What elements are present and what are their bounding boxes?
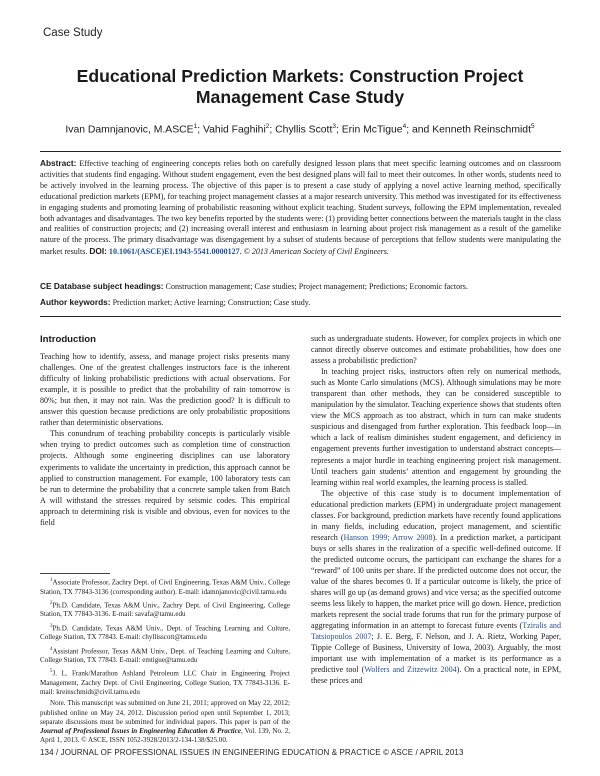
footnote-text: Ph.D. Candidate, Texas A&M Univ., Dept. of Teaching Learning and Culture, College Station, TX 77843. E-mail: chyllisscott@tamu.edu	[40, 624, 290, 642]
author-name: Erin McTigue	[341, 124, 403, 136]
author-separator: ;	[197, 124, 203, 136]
paragraph-text: ; J. E. Berg, F. Nelson, and J. A. Rietz, Working Paper, Tippie College of Business, University of Iowa, 2003). Arguably, the most important use with implementation of a market is its performance as a predictive tool (	[311, 632, 561, 675]
doi-link[interactable]: 10.1061/(ASCE)EI.1943-5541.0000127.	[108, 247, 242, 257]
body-paragraph: In teaching project risks, instructors often rely on numerical methods, such as Monte Carlo simulations (MCS). Although simulations may be more transparent than other methods, they can be considered susceptible to manipulation by the simulator. Teaching experience shows that students often view the MCS approach as too abstract, which in turn can make students suspicious and disengaged from further exploration. This feedback loop—in which a lack of realism diminishes student engagement, and deficiency in engagement prevents further investigation to understand abstract concepts—represents a major hurdle in teaching engineering project risk management. Until teachers gain students’ attention and engagement by grounding the learning within real world examples, the learning process is stalled.	[311, 367, 561, 487]
footnote	[40, 576, 290, 597]
abstract	[40, 158, 561, 258]
paragraph-text: ). In a prediction market, a participant buys or sells shares in the realization of a specific well-defined outcome. If the predicted outcome occurs, the participant can exchange the shares for a “reward” of 100 units per share. If the predicted outcome does not occur, the value of the shares becomes 0. If a particular outcome is likely, the price of shares will go up (as demand grows) and vice versa; as the specified outcome seems less likely to happen, the market price will go down. Hence, prediction markets represent the social trade forums that run for the primary purpose of aggregating information in an attempt to forecast future events (	[311, 532, 561, 631]
footnote-marker: 1	[50, 578, 53, 583]
footnote	[40, 622, 290, 643]
note-text: Note. This manuscript was submitted on June 21, 2011; approved on May 22, 2012; published online on May 24, 2012. Discussion period open until September 1, 2013; separate discussions must be submitted for individual papers. This paper is part of the	[40, 699, 290, 726]
paragraph-text: ). On a practical note, in EPM, these prices and	[311, 665, 561, 686]
subject-headings	[40, 281, 561, 293]
citation-link[interactable]: Hanson 1999; Arrow 2008	[343, 532, 433, 542]
footnote-text: Associate Professor, Zachry Dept. of Civil Engineering, Texas A&M Univ., College Station, TX 77843-3136 (corresponding author). E-mail: idamnjanovic@civil.tamu.edu	[40, 578, 290, 596]
author-affiliation-marker: 1	[193, 123, 198, 130]
author-name: Kenneth Reinschmidt	[432, 124, 531, 136]
footnote-text: Ph.D. Candidate, Texas A&M Univ., Zachry Dept. of Civil Engineering, College Station, TX 77843-3136. E-mail: savafa@tamu.edu	[40, 601, 290, 619]
author-keywords-text: Prediction market; Active learning; Construction; Case study.	[112, 298, 311, 307]
page-footer: 134 / JOURNAL OF PROFESSIONAL ISSUES IN ENGINEERING EDUCATION & PRACTICE © ASCE / APRIL 2013	[40, 748, 464, 757]
citation-link[interactable]: Tziralis and Tatsiopoulos 2007	[311, 621, 561, 642]
abstract-top-rule	[40, 151, 561, 152]
author-affiliation-marker: 2	[265, 123, 270, 130]
footnote	[40, 645, 290, 666]
author-keywords-label: Author keywords:	[40, 297, 111, 307]
author-separator: ;	[269, 124, 276, 136]
author-name: Chyllis Scott	[275, 124, 333, 136]
left-column	[40, 334, 290, 528]
footnote-text: J. L. Frank/Marathon Ashland Petroleum LLC Chair in Engineering Project Management, Zachry Dept. of Civil Engineering, College Station, TX 77843-3136. E-mail: kreinschmidt@civil.tamu.edu	[40, 669, 290, 697]
body-paragraph: Teaching how to identify, assess, and manage project risks presents many challenges. One of the greatest challenges instructors face is the inherent difficulty of linking probabilistic predictions with actual observations. For example, it is possible to predict that the probability of rain tomorrow is 80%; but then, it may not rain. Was the prediction good? It is difficult to answer this question because predictions are only probabilistic propositions rather than deterministic observations.	[40, 352, 290, 428]
footnote	[40, 599, 290, 620]
paragraph-text: The objective of this case study is to document implementation of educational prediction markets (EPM) in undergraduate project management classes. For background, prediction markets have recently found applications in many fields, including education, project management, and scientific research (	[311, 488, 561, 542]
section-label: Case Study	[43, 27, 103, 39]
right-column	[311, 333, 561, 687]
submission-note	[40, 699, 290, 745]
note-text-tail: , Vol. 139, No. 2, April 1, 2013. © ASCE, ISSN 1052-3928/2013/2-134-138/$25.00.	[40, 727, 290, 745]
keywords-bottom-rule	[40, 316, 561, 317]
subject-headings-label: CE Database subject headings:	[40, 281, 164, 291]
abstract-label: Abstract:	[40, 158, 77, 168]
author-separator: ; and	[406, 124, 433, 136]
footnote	[40, 667, 290, 697]
copyright-notice: © 2013 American Society of Civil Engineers.	[243, 247, 389, 257]
footnote-marker: 5	[50, 669, 53, 675]
subject-headings-text: Construction management; Case studies; Project management; Predictions; Economic factors.	[165, 282, 468, 291]
footnote-marker: 3	[50, 623, 53, 629]
footnote-rule	[40, 573, 110, 574]
body-paragraph: such as undergraduate students. However, for complex projects in which one cannot directly observe outcomes and estimate probabilities, how does one assess a probabilistic prediction?	[311, 334, 561, 366]
body-paragraph	[311, 488, 561, 687]
author-list	[40, 120, 560, 136]
footnotes	[40, 576, 290, 748]
author-affiliation-marker: 4	[402, 123, 407, 130]
journal-name: Journal of Professional Issues in Engineering Education & Practice	[40, 727, 242, 736]
footnote-marker: 4	[50, 646, 53, 652]
author-affiliation-marker: 5	[530, 123, 535, 130]
citation-link[interactable]: Wolfers and Zitzewitz 2004	[364, 665, 457, 675]
doi-label: DOI:	[89, 246, 107, 257]
footnote-text: Assistant Professor, Texas A&M Univ., Dept. of Teaching Learning and Culture, College Station, TX 77843. E-mail: emtigue@tamu.edu	[40, 646, 290, 665]
section-heading-introduction: Introduction	[40, 334, 96, 345]
body-paragraph: This conundrum of teaching probability concepts is particularly visible when trying to predict outcomes such as completion time of construction projects. Although some engineering disciplines can use laboratory experiments to validate the uncertainty in prediction, this approach cannot be applied to construction management. For example, 100 laboratory tests can be run to determine the probability that a concrete sample taken from Batch A will withstand the stresses required by seismic codes. This empirical approach to determining risk is visible and obvious, even for novices to the field	[40, 429, 290, 527]
author-name: Ivan Damnjanovic, M.ASCE	[65, 124, 194, 136]
abstract-text: Effective teaching of engineering concepts relies both on carefully designed lesson plans that meet specific learning outcomes and on classroom activities that students find engaging. Without student engagement, even the best designed plans will fail to meet their outcomes. In other words, students need to be actively involved in the learning process. The objective of this paper is to present a case study of applying a novel active learning method, specifically educational prediction markets (EPM), for teaching project management classes at a major research university. This method was investigated for its effectiveness in engaging students and promoting learning of probabilistic reasoning without explicit teaching. Student surveys, following the EPM implementation, revealed both advantages and disadvantages. The two key benefits reported by the students were: (1) providing better connections between the materials taught in the class and realities of construction projects; and (2) increasing overall interest and enthusiasm in learning about project risk management as a result of the gamelike nature of the process. The primary disadvantage was disengagement by a subset of students because of perceptions that fellow students were manipulating the market results.	[40, 159, 561, 257]
footnote-marker: 2	[50, 600, 53, 606]
paper-title: Educational Prediction Markets: Construction Project Management Case Study	[76, 66, 524, 107]
author-separator: ;	[335, 124, 342, 136]
author-keywords	[40, 297, 561, 309]
author-name: Vahid Faghihi	[202, 124, 266, 136]
author-affiliation-marker: 3	[332, 123, 336, 130]
